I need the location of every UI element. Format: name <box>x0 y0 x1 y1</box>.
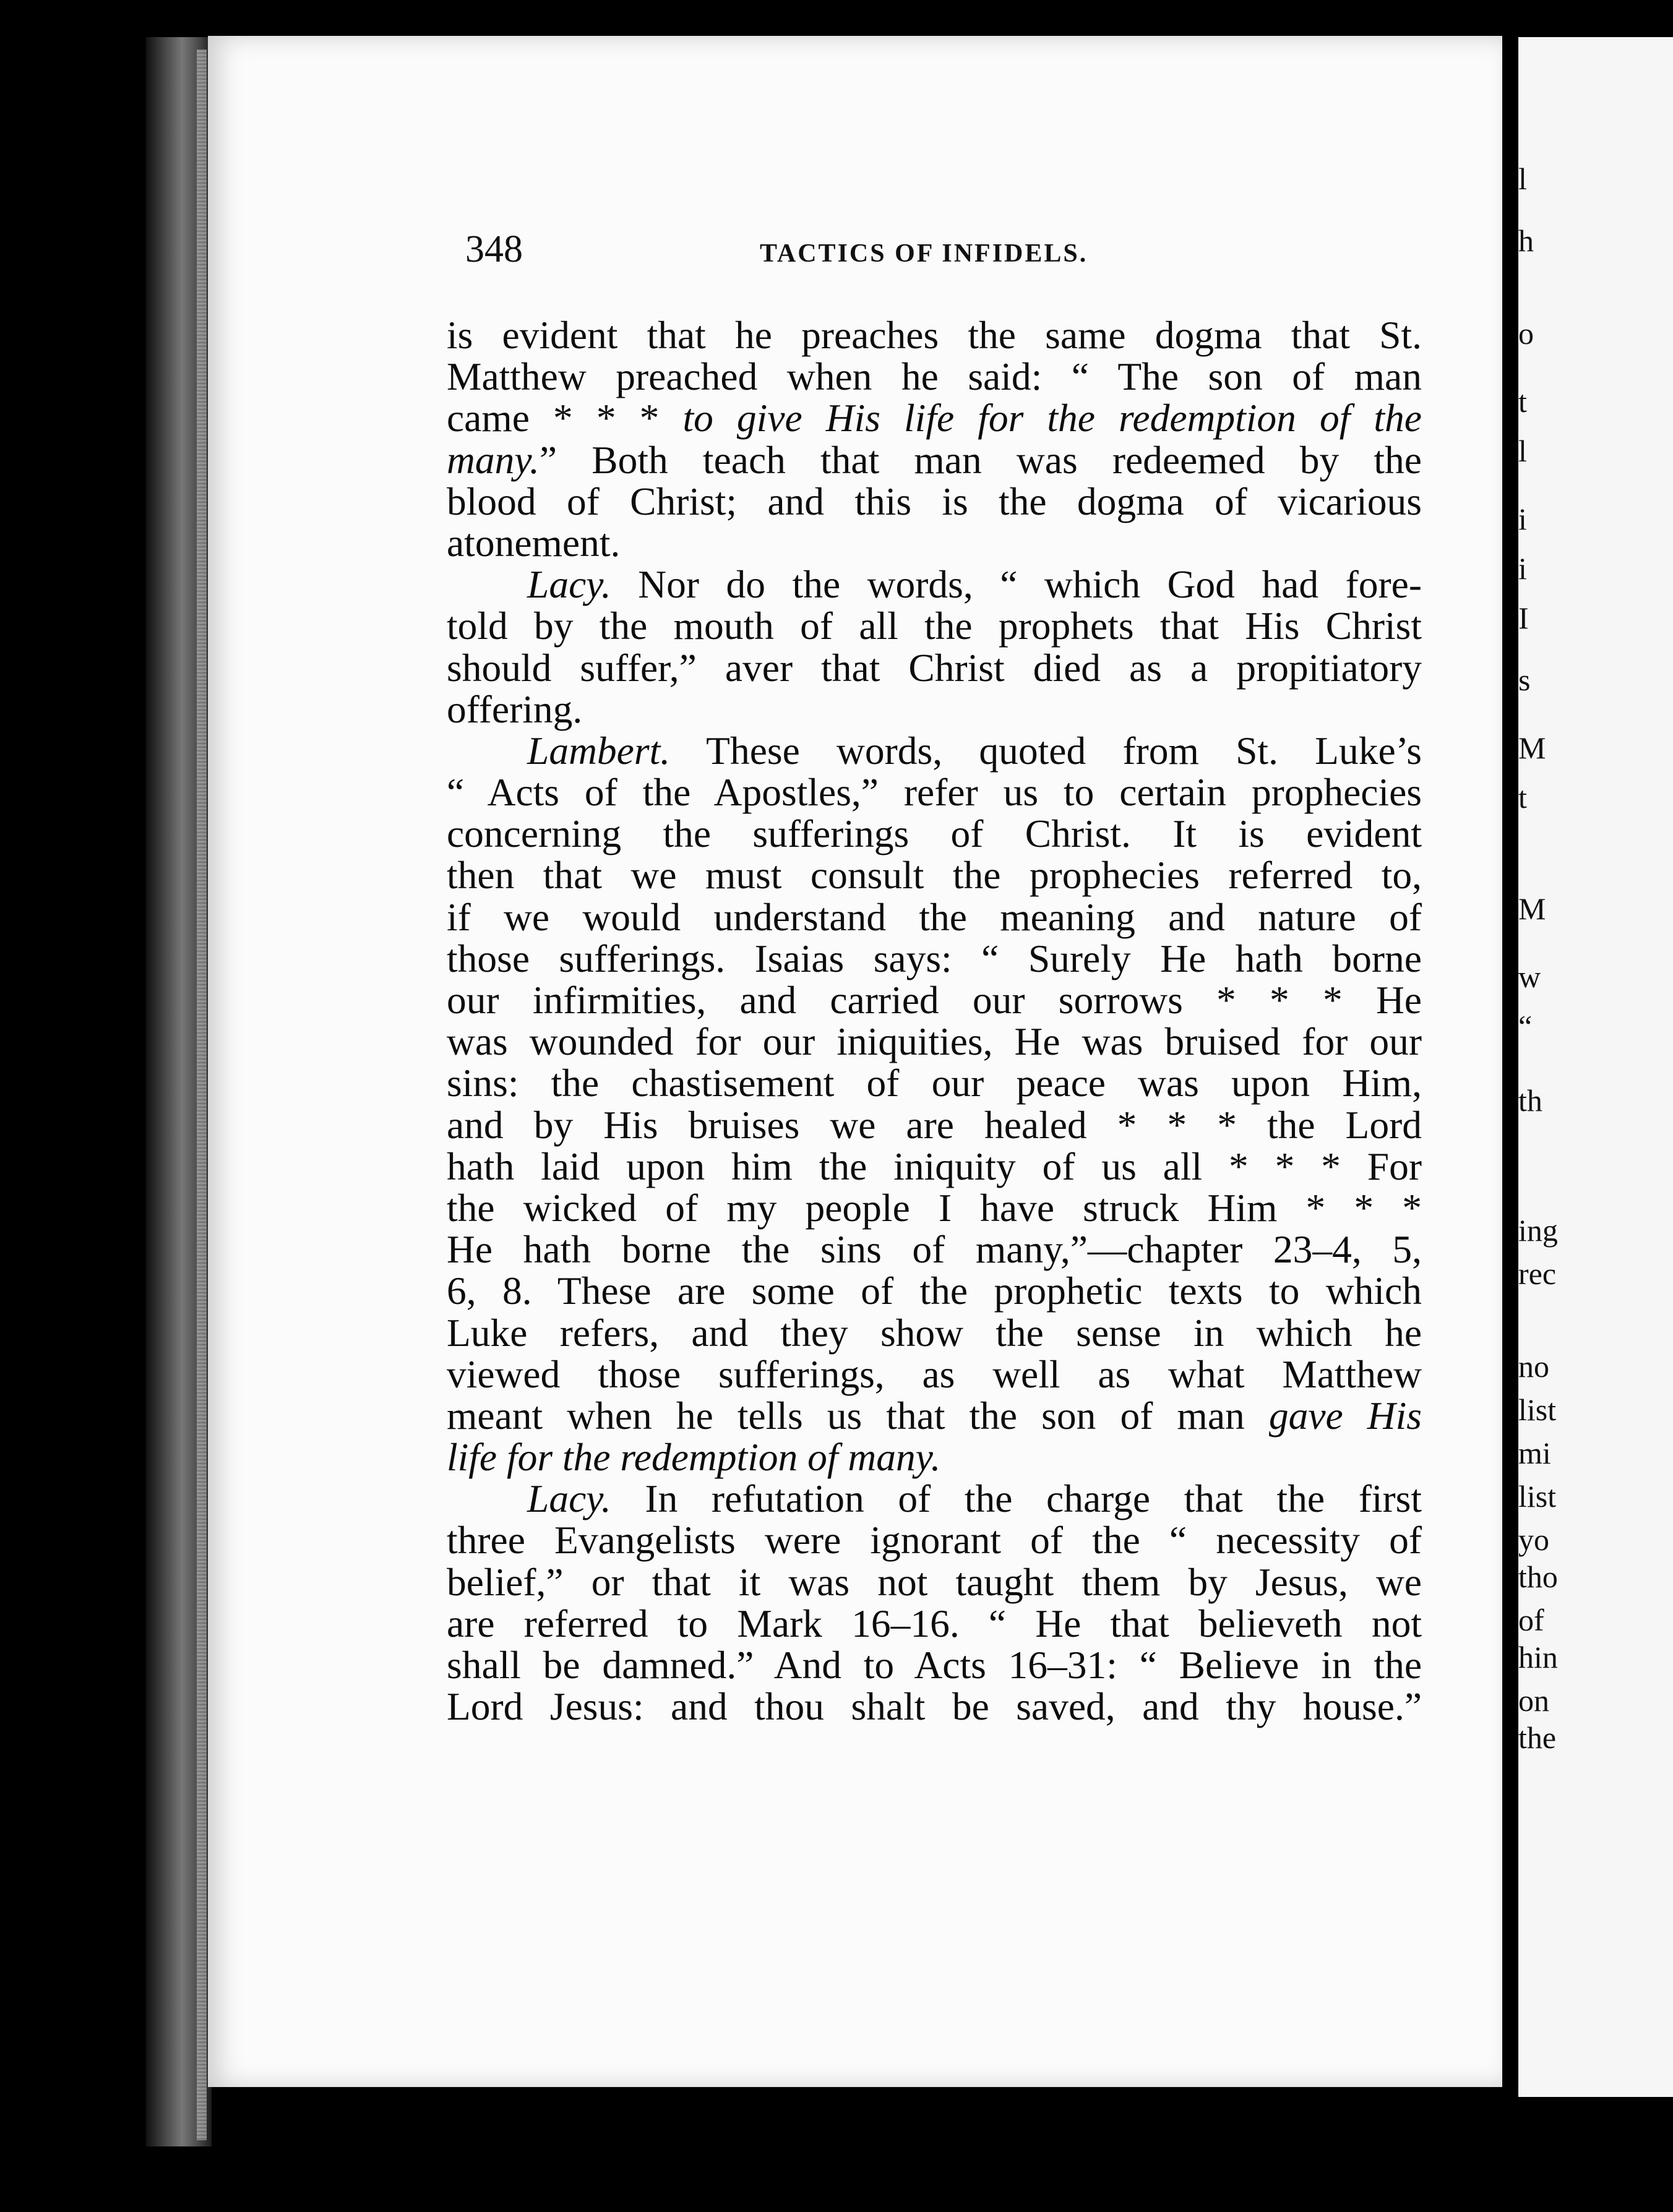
adjacent-page-text: s <box>1518 662 1531 697</box>
adjacent-page-text: no <box>1518 1349 1549 1384</box>
text-line <box>447 854 1422 896</box>
adjacent-page-text: of <box>1518 1603 1544 1637</box>
line-text: Nor do the words, “ which God had fore- <box>611 562 1422 607</box>
text-line <box>447 1519 1422 1561</box>
text-line <box>447 481 1422 522</box>
page-header <box>465 228 1152 277</box>
line-text: sins: the chastisement of our peace was upon Him, <box>447 1061 1422 1105</box>
adjacent-page-text: l <box>1518 161 1527 196</box>
adjacent-page-text: tho <box>1518 1559 1558 1594</box>
text-line <box>447 1021 1422 1062</box>
adjacent-page-text: th <box>1518 1083 1542 1118</box>
line-text: should suffer,” aver that Christ died as a propitiatory <box>447 645 1422 690</box>
line-text: was wounded for our iniquities, He was bruised for our <box>447 1019 1422 1064</box>
line-text: meant when he tells us that the son of man <box>447 1393 1269 1438</box>
text-line <box>447 1478 1422 1519</box>
line-text: These words, quoted from St. Luke’s <box>670 728 1422 773</box>
italic-text: to give His life for the redemption of the <box>682 396 1422 440</box>
adjacent-page-text: h <box>1518 223 1534 258</box>
text-line <box>447 1146 1422 1187</box>
adjacent-page-fragment <box>1518 37 1673 2097</box>
line-text: told by the mouth of all the prophets that His Christ <box>447 604 1422 648</box>
text-line <box>447 688 1422 730</box>
speaker-name: Lambert. <box>527 728 671 773</box>
italic-text: gave His <box>1268 1393 1422 1438</box>
adjacent-page-text: M <box>1518 891 1546 926</box>
line-text: Luke refers, and they show the sense in which he <box>447 1310 1422 1355</box>
text-line <box>447 522 1422 564</box>
text-line <box>447 1312 1422 1353</box>
line-text: hath laid upon him the iniquity of us all * * * For <box>447 1144 1422 1188</box>
line-text: shall be damned.” And to Acts 16–31: “ Believe in the <box>447 1643 1422 1687</box>
adjacent-page-text: t <box>1518 780 1527 815</box>
line-text: “ Acts of the Apostles,” refer us to certain prophecies <box>447 770 1422 815</box>
text-line <box>447 1436 1422 1478</box>
adjacent-page-text: list <box>1518 1479 1557 1514</box>
text-line <box>447 439 1422 481</box>
page-edge-stack <box>197 49 207 2140</box>
text-line <box>447 979 1422 1021</box>
text-line <box>447 1644 1422 1686</box>
adjacent-page-text: i <box>1518 551 1527 586</box>
line-text: He hath borne the sins of many,”—chapter 23–4, 5, <box>447 1227 1422 1272</box>
text-line <box>447 314 1422 356</box>
text-line <box>447 605 1422 646</box>
text-line <box>447 356 1422 397</box>
adjacent-page-text: I <box>1518 601 1529 635</box>
text-line <box>447 1353 1422 1395</box>
line-text: is evident that he preaches the same dogma that St. <box>447 313 1422 357</box>
text-line <box>447 1062 1422 1104</box>
line-text: atonement. <box>447 520 621 565</box>
adjacent-page-text: i <box>1518 502 1527 536</box>
italic-text: life for the redemption of many. <box>447 1435 941 1480</box>
text-line <box>447 771 1422 813</box>
text-line <box>447 813 1422 854</box>
text-line <box>447 1686 1422 1727</box>
adjacent-page-text: M <box>1518 731 1546 765</box>
text-line <box>447 1395 1422 1436</box>
running-head: TACTICS OF INFIDELS. <box>760 239 1088 268</box>
line-text: viewed those sufferings, as well as what Matthew <box>447 1352 1422 1396</box>
line-text: and by His bruises we are healed * * * the Lord <box>447 1102 1422 1147</box>
text-line <box>447 1187 1422 1228</box>
text-line <box>447 896 1422 938</box>
line-text: offering. <box>447 687 583 731</box>
adjacent-page-text: o <box>1518 316 1534 351</box>
line-text: concerning the sufferings of Christ. It is evident <box>447 812 1422 856</box>
text-line <box>447 397 1422 439</box>
text-line <box>447 730 1422 771</box>
adjacent-page-text: the <box>1518 1720 1557 1755</box>
page-number: 348 <box>465 228 523 270</box>
line-text: our infirmities, and carried our sorrows * * * He <box>447 978 1422 1022</box>
text-line <box>447 1603 1422 1644</box>
line-text: 6, 8. These are some of the prophetic texts to which <box>447 1269 1422 1313</box>
adjacent-page-text: on <box>1518 1683 1549 1718</box>
line-text: belief,” or that it was not taught them by Jesus, we <box>447 1559 1422 1604</box>
line-text: three Evangelists were ignorant of the “ necessity of <box>447 1518 1422 1563</box>
adjacent-page-text: rec <box>1518 1256 1557 1291</box>
adjacent-page-text: list <box>1518 1392 1557 1427</box>
italic-text: many. <box>447 437 540 482</box>
text-line <box>447 1228 1422 1270</box>
line-text: came * * * <box>447 396 683 440</box>
adjacent-page-text: l <box>1518 434 1527 468</box>
line-text: those sufferings. Isaias says: “ Surely He hath borne <box>447 936 1422 980</box>
adjacent-page-text: t <box>1518 384 1527 419</box>
line-text: if we would understand the meaning and nature of <box>447 894 1422 939</box>
line-text: Lord Jesus: and thou shalt be saved, and thy house.” <box>447 1684 1422 1729</box>
adjacent-page-text: “ <box>1518 1009 1533 1044</box>
text-line <box>447 938 1422 979</box>
adjacent-page-text: ing <box>1518 1213 1558 1248</box>
adjacent-page-text: mi <box>1518 1436 1551 1470</box>
line-text: blood of Christ; and this is the dogma of vicarious <box>447 479 1422 523</box>
text-line <box>447 1104 1422 1146</box>
line-text: are referred to Mark 16–16. “ He that believeth not <box>447 1601 1422 1645</box>
text-line <box>447 1270 1422 1311</box>
body-text <box>447 314 1422 1727</box>
line-text: Matthew preached when he said: “ The son of man <box>447 354 1422 399</box>
speaker-name: Lacy. <box>527 562 611 607</box>
speaker-name: Lacy. <box>527 1477 611 1521</box>
line-text: the wicked of my people I have struck Him * * * <box>447 1185 1422 1230</box>
line-text: then that we must consult the prophecies referred to, <box>447 853 1422 898</box>
page-gutter <box>1502 0 1518 2212</box>
text-line <box>447 647 1422 688</box>
adjacent-page-text: hin <box>1518 1640 1558 1674</box>
adjacent-page-text: w <box>1518 959 1541 994</box>
text-line <box>447 1561 1422 1603</box>
text-line <box>447 564 1422 605</box>
adjacent-page-text: yo <box>1518 1522 1549 1557</box>
line-text: In refutation of the charge that the first <box>611 1477 1422 1521</box>
line-text: ” Both teach that man was redeemed by the <box>539 437 1422 482</box>
